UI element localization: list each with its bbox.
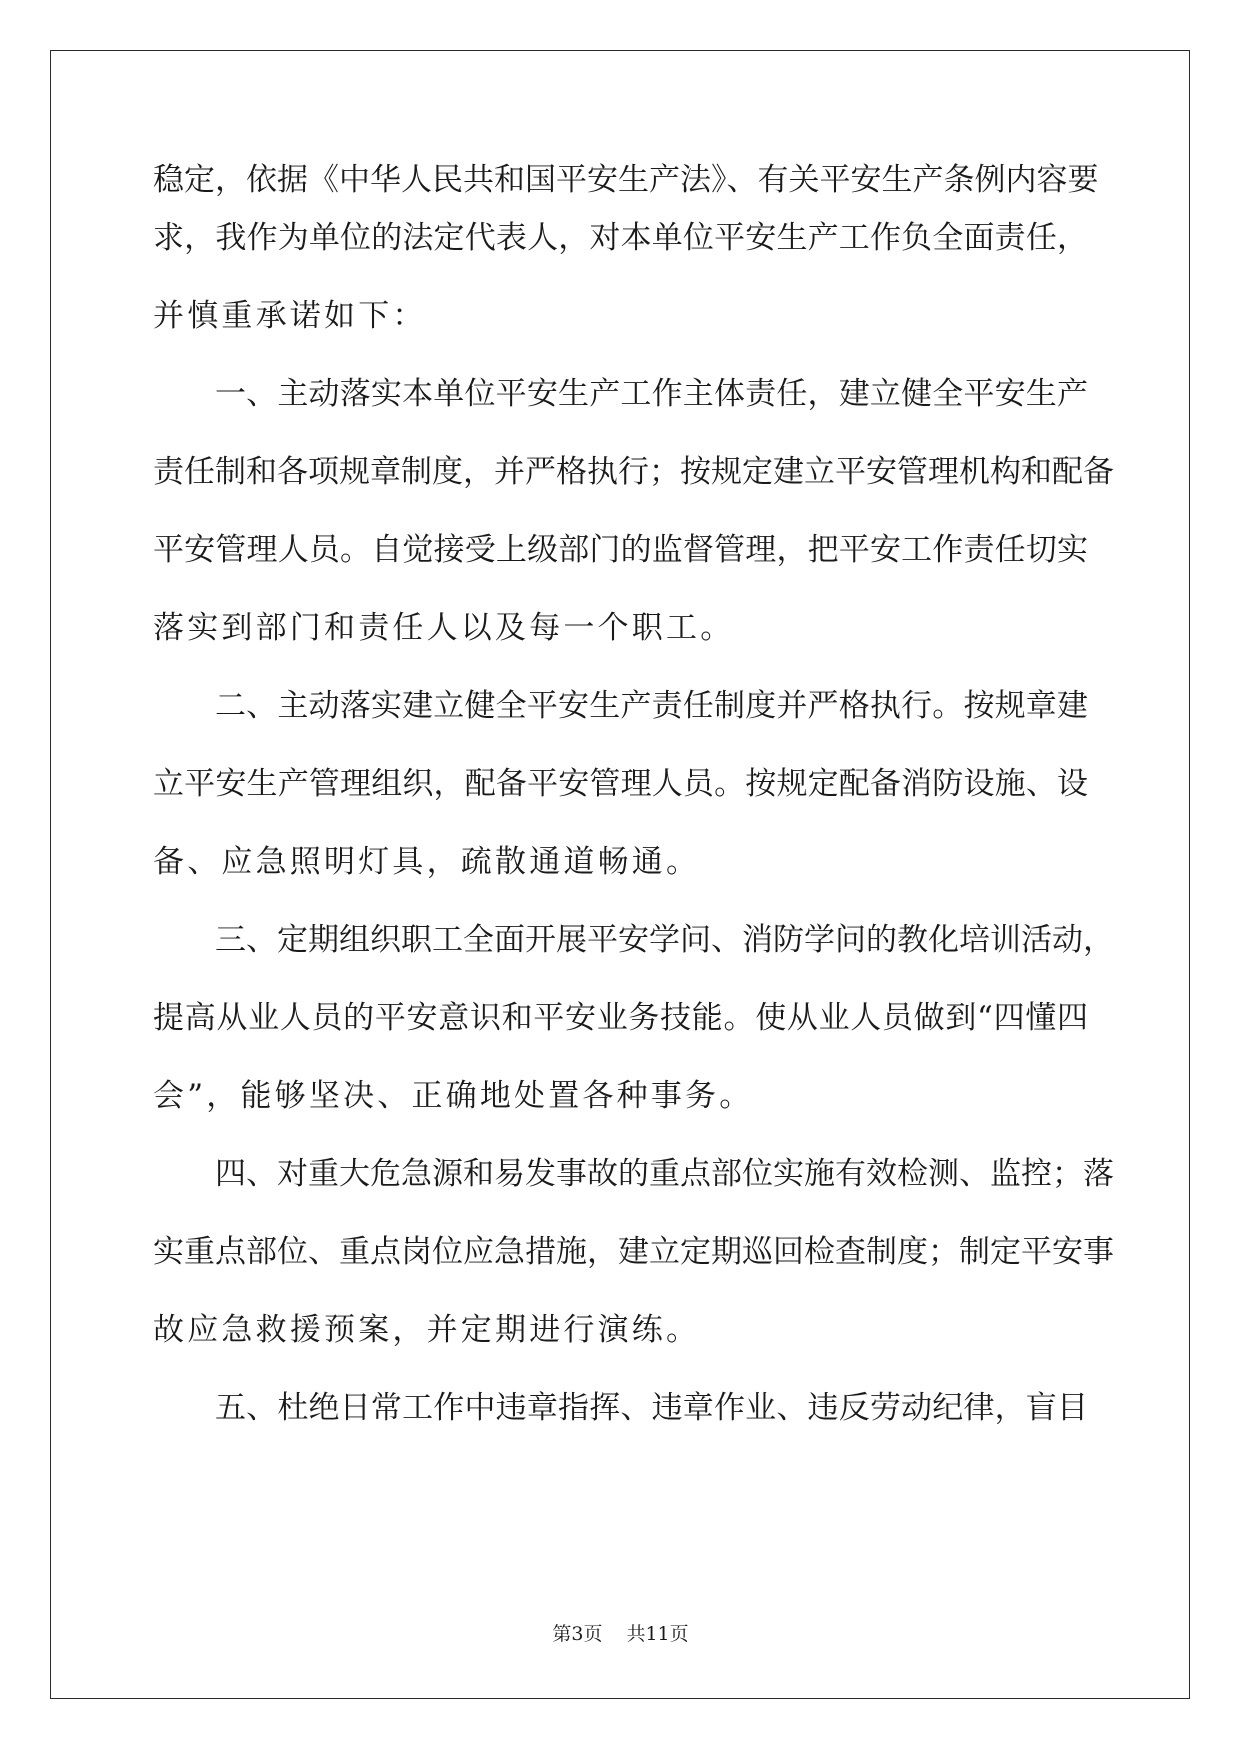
paragraph-1-first-line: 一、主动落实本单位平安生产工作主体责任，建立健全平安生产 [215, 376, 1088, 412]
text-line: 会”，能够坚决、正确地处置各种事务。 [153, 1078, 754, 1114]
text-line: 备、应急照明灯具，疏散通道畅通。 [153, 844, 701, 880]
text-line: 求，我作为单位的法定代表人，对本单位平安生产工作负全面责任， [153, 220, 1088, 256]
text-line: 并慎重承诺如下： [153, 298, 427, 334]
text-line: 稳定，依据《中华人民共和国平安生产法》、有关平安生产条例内容要 [153, 162, 1099, 198]
page-number-total: 共11页 [626, 1623, 689, 1645]
text-line: 落实到部门和责任人以及每一个职工。 [153, 610, 735, 646]
paragraph-4-first-line: 四、对重大危急源和易发事故的重点部位实施有效检测、监控；落 [215, 1156, 1114, 1192]
paragraph-5-first-line: 五、杜绝日常工作中违章指挥、违章作业、违反劳动纪律，盲目 [215, 1390, 1088, 1426]
text-line: 立平安生产管理组织，配备平安管理人员。按规定配备消防设施、设 [153, 766, 1088, 802]
page-number-current: 第3页 [552, 1623, 603, 1645]
paragraph-2-first-line: 二、主动落实建立健全平安生产责任制度并严格执行。按规章建 [215, 688, 1088, 724]
page-footer [0, 1622, 1241, 1646]
text-line: 平安管理人员。自觉接受上级部门的监督管理，把平安工作责任切实 [153, 532, 1088, 568]
text-line: 实重点部位、重点岗位应急措施，建立定期巡回检查制度；制定平安事 [153, 1234, 1114, 1270]
text-line: 责任制和各项规章制度，并严格执行；按规定建立平安管理机构和配备 [153, 454, 1114, 490]
paragraph-3-first-line: 三、定期组织职工全面开展平安学问、消防学问的教化培训活动， [215, 922, 1114, 958]
text-line: 提高从业人员的平安意识和平安业务技能。使从业人员做到“四懂四 [153, 1000, 1088, 1036]
text-line: 故应急救援预案，并定期进行演练。 [153, 1312, 701, 1348]
